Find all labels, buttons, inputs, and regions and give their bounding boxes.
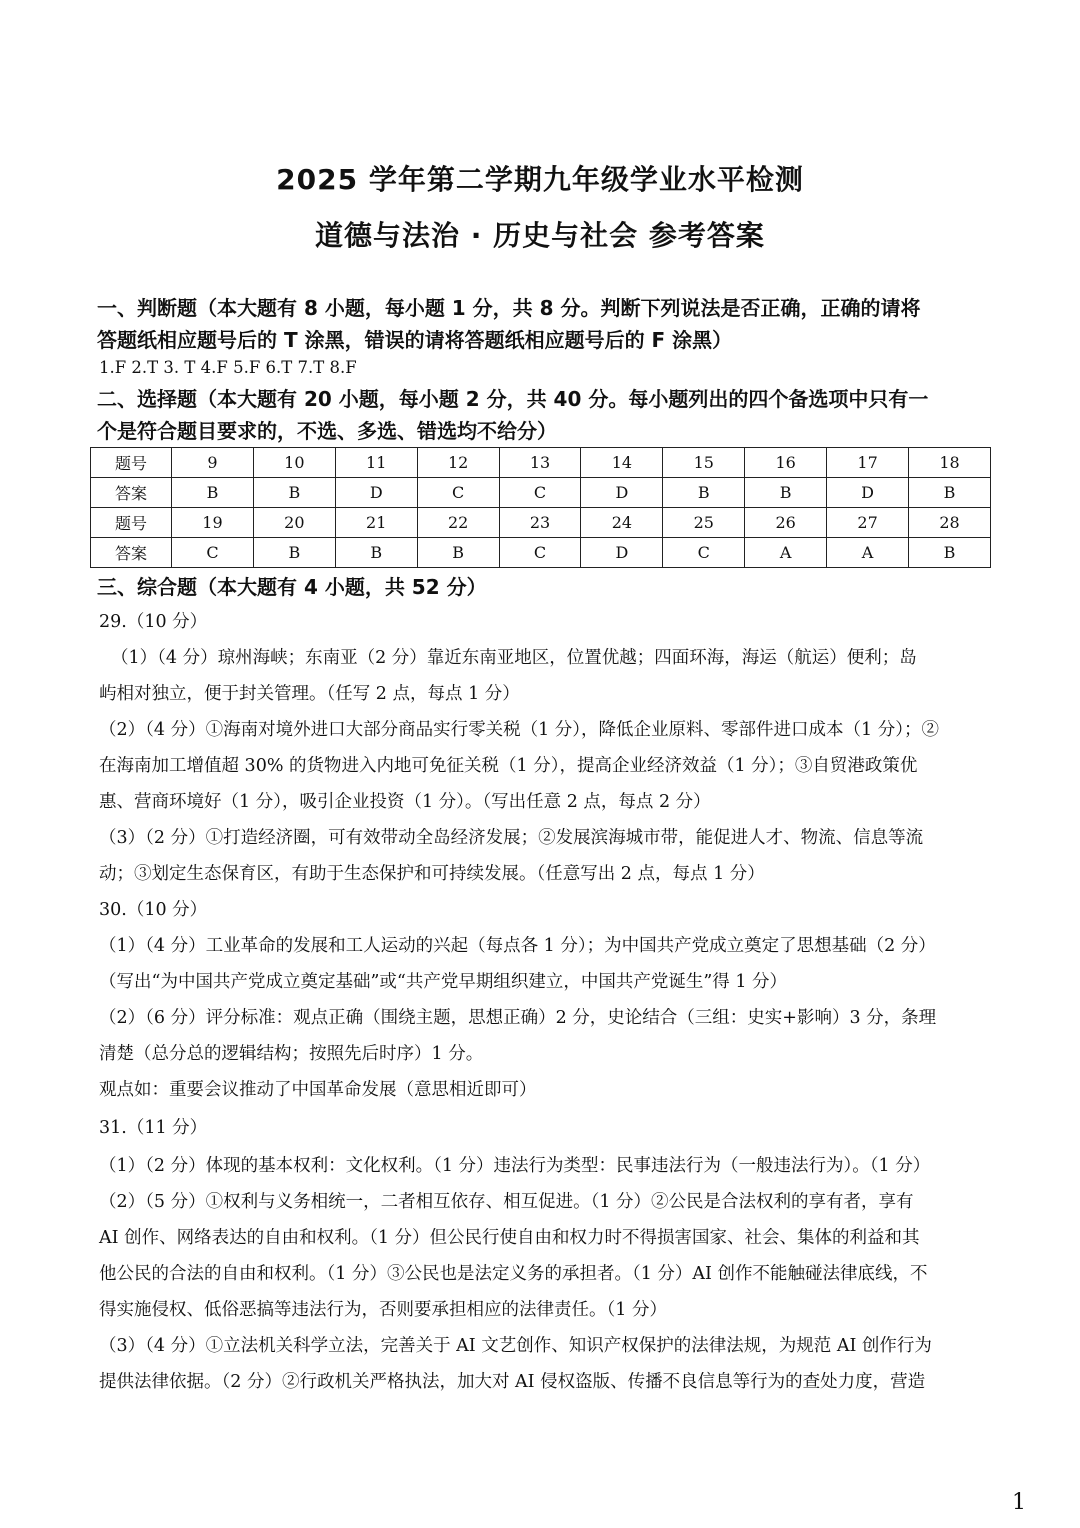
answer-line: （2）（5 分）①权利与义务相统一，二者相互依存、相互促进。（1 分）②公民是合法权利的享有者，享有 <box>99 1192 914 1212</box>
table-cell: D <box>581 478 663 508</box>
answer-line: （3）（4 分）①立法机关科学立法，完善关于 AI 文艺创作、知识产权保护的法律法规，为规范 AI 创作行为 <box>99 1336 932 1356</box>
table-cell: B <box>663 478 745 508</box>
table-cell: D <box>827 478 909 508</box>
table-row <box>91 448 991 478</box>
question-number: 30.（10 分） <box>99 900 208 920</box>
answer-line: （1）（4 分）琼州海峡；东南亚（2 分）靠近东南亚地区，位置优越；四面环海，海运（航运）便利；岛 <box>111 648 917 668</box>
table-cell: A <box>745 538 827 568</box>
table-row <box>91 538 991 568</box>
section1-answers: 1.F 2.T 3. T 4.F 5.F 6.T 7.T 8.F <box>99 358 357 377</box>
answer-line: （2）（6 分）评分标准：观点正确（围绕主题，思想正确）2 分，史论结合（三组：史实+影响）3 分，条理 <box>99 1008 937 1028</box>
answer-line: 在海南加工增值超 30% 的货物进入内地可免征关税（1 分），提高企业经济效益（1 分）；③自贸港政策优 <box>99 756 918 776</box>
table-cell: 16 <box>745 448 827 478</box>
table-cell: 24 <box>581 508 663 538</box>
answer-line: 提供法律依据。（2 分）②行政机关严格执法，加大对 AI 侵权盗版、传播不良信息等行为的查处力度，营造 <box>99 1372 926 1392</box>
section1-heading: 一、判断题（本大题有 8 小题，每小题 1 分，共 8 分。判断下列说法是否正确，正确的请将 <box>97 296 921 320</box>
table-cell: C <box>499 478 581 508</box>
table-cell: 13 <box>499 448 581 478</box>
table-cell: 28 <box>909 508 991 538</box>
answer-line: （2）（4 分）①海南对境外进口大部分商品实行零关税（1 分），降低企业原料、零部件进口成本（1 分）；② <box>99 720 939 740</box>
table-cell: 17 <box>827 448 909 478</box>
answer-line: 动；③划定生态保育区，有助于生态保护和可持续发展。（任意写出 2 点，每点 1 分） <box>99 864 765 884</box>
question-number: 31.（11 分） <box>99 1118 208 1138</box>
table-cell: C <box>417 478 499 508</box>
table-cell: 20 <box>253 508 335 538</box>
answer-line: （1）（4 分）工业革命的发展和工人运动的兴起（每点各 1 分）；为中国共产党成立奠定了思想基础（2 分） <box>99 936 936 956</box>
table-row <box>91 508 991 538</box>
question-number: 29.（10 分） <box>99 612 208 632</box>
answer-line: 得实施侵权、低俗恶搞等违法行为，否则要承担相应的法律责任。（1 分） <box>99 1300 667 1320</box>
table-cell: C <box>499 538 581 568</box>
table-cell: 21 <box>335 508 417 538</box>
section1-heading-cont: 答题纸相应题号后的 T 涂黑，错误的请将答题纸相应题号后的 F 涂黑） <box>97 328 733 352</box>
choice-answer-table <box>90 447 991 568</box>
table-cell: 14 <box>581 448 663 478</box>
answer-line: （1）（2 分）体现的基本权利：文化权利。（1 分）违法行为类型：民事违法行为（一般违法行为）。（1 分） <box>99 1156 931 1176</box>
answer-line: 屿相对独立，便于封关管理。（任写 2 点，每点 1 分） <box>99 684 520 704</box>
table-row <box>91 478 991 508</box>
table-cell: 10 <box>253 448 335 478</box>
table-cell: B <box>253 538 335 568</box>
table-cell: C <box>663 538 745 568</box>
table-cell: 27 <box>827 508 909 538</box>
table-cell: B <box>172 478 254 508</box>
section2-heading: 二、选择题（本大题有 20 小题，每小题 2 分，共 40 分。每小题列出的四个备选项中只有一 <box>97 387 929 411</box>
page-number: 1 <box>1012 1490 1026 1515</box>
table-cell: 23 <box>499 508 581 538</box>
exam-subtitle: 道德与法治 · 历史与社会 参考答案 <box>315 219 765 252</box>
table-cell: 18 <box>909 448 991 478</box>
table-cell: 25 <box>663 508 745 538</box>
answer-line: （写出“为中国共产党成立奠定基础”或“共产党早期组织建立，中国共产党诞生”得 1 分） <box>99 972 788 992</box>
answer-line: 他公民的合法的自由和权利。（1 分）③公民也是法定义务的承担者。（1 分）AI 创作不能触碰法律底线，不 <box>99 1264 928 1284</box>
table-cell: 9 <box>172 448 254 478</box>
table-cell: 11 <box>335 448 417 478</box>
row-label-question: 题号 <box>91 508 172 538</box>
exam-title: 2025 学年第二学期九年级学业水平检测 <box>276 163 804 196</box>
section3-heading: 三、综合题（本大题有 4 小题，共 52 分） <box>97 575 487 599</box>
table-cell: A <box>827 538 909 568</box>
table-cell: 12 <box>417 448 499 478</box>
table-cell: B <box>909 478 991 508</box>
table-cell: B <box>253 478 335 508</box>
answer-line: 清楚（总分总的逻辑结构；按照先后时序）1 分。 <box>99 1044 484 1064</box>
table-cell: 26 <box>745 508 827 538</box>
answer-line: AI 创作、网络表达的自由和权利。（1 分）但公民行使自由和权力时不得损害国家、社会、集体的利益和其 <box>99 1228 920 1248</box>
table-cell: B <box>417 538 499 568</box>
table-cell: 22 <box>417 508 499 538</box>
section2-heading-cont: 个是符合题目要求的，不选、多选、错选均不给分） <box>97 419 557 443</box>
table-cell: 19 <box>172 508 254 538</box>
table-cell: C <box>172 538 254 568</box>
table-cell: 15 <box>663 448 745 478</box>
table-cell: B <box>745 478 827 508</box>
row-label-answer: 答案 <box>91 478 172 508</box>
answer-line: 惠、营商环境好（1 分），吸引企业投资（1 分）。（写出任意 2 点，每点 2 分） <box>99 792 711 812</box>
row-label-question: 题号 <box>91 448 172 478</box>
table-cell: D <box>581 538 663 568</box>
table-cell: D <box>335 478 417 508</box>
table-cell: B <box>909 538 991 568</box>
row-label-answer: 答案 <box>91 538 172 568</box>
table-cell: B <box>335 538 417 568</box>
answer-line: （3）（2 分）①打造经济圈，可有效带动全岛经济发展；②发展滨海城市带，能促进人才、物流、信息等流 <box>99 828 924 848</box>
answer-line: 观点如：重要会议推动了中国革命发展（意思相近即可） <box>99 1080 537 1100</box>
